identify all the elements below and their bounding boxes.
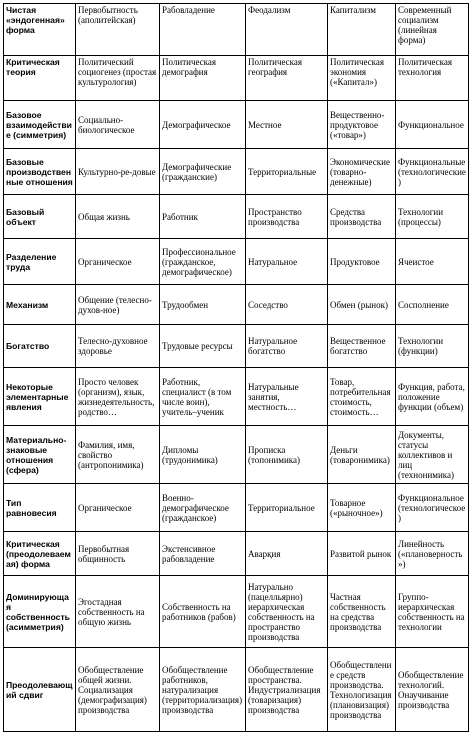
table-cell: Политическая экономия («Капитал») (328, 56, 396, 101)
header-cell: Феодализм (246, 4, 328, 56)
table-cell: Территориальное (246, 484, 328, 532)
table-cell: Ячеистое (396, 239, 469, 285)
table-cell: Собственность на работников (рабов) (160, 576, 246, 648)
table-cell: Обмен (рынок) (328, 285, 396, 325)
table-cell: Обобществление средств производства. Технологизация (плановизация) производства (328, 648, 396, 732)
table-cell: Технологии (процессы) (396, 195, 469, 239)
table-cell: Частная собственность на средства производства (328, 576, 396, 648)
table-cell: Общая жизнь (76, 195, 160, 239)
table-cell: Работник, специалист (в том числе воин), учитель–ученик (160, 368, 246, 426)
table-cell: Первобытная общинность (76, 532, 160, 576)
table-cell: Функция, работа, положение функции (объем) (396, 368, 469, 426)
table-row (4, 239, 469, 285)
table-row (4, 285, 469, 325)
header-cell: Чистая «эндогенная» форма (4, 4, 76, 56)
row-label: Доминирующая собственность (асимметрия) (4, 576, 76, 648)
table-cell: Группо-иерархическая собственность на технологии (396, 576, 469, 648)
row-label: Богатство (4, 325, 76, 368)
row-label: Разделение труда (4, 239, 76, 285)
table-cell: Экстенсивное рабовладение (160, 532, 246, 576)
table-cell: Аварқия (246, 532, 328, 576)
row-label: Критическая (преодолеваемая) форма (4, 532, 76, 576)
table-cell: Линейность («плановерность») (396, 532, 469, 576)
table-cell: Натуральное богатство (246, 325, 328, 368)
table-cell: Функциональное (396, 101, 469, 149)
table-cell: Территориальные (246, 149, 328, 195)
row-label: Механизм (4, 285, 76, 325)
table-cell: Профессиональное (гражданское, демографическое) (160, 239, 246, 285)
row-label: Некоторые элементарные явления (4, 368, 76, 426)
row-label: Преодолевающий сдвиг (4, 648, 76, 732)
row-label: Критическая теория (4, 56, 76, 101)
table-cell: Трудовые ресурсы (160, 325, 246, 368)
table-cell: Натурально (пацелльярно) иерархическая собственность на пространство производства (246, 576, 328, 648)
row-label: Материально-знаковые отношения (сфера) (4, 426, 76, 484)
table-cell: Эгостадная собственность на общую жизнь (76, 576, 160, 648)
table-cell: Вещественно-продуктовое («товар») (328, 101, 396, 149)
table-cell: Дипломы (трудонимика) (160, 426, 246, 484)
comparison-table (3, 3, 469, 732)
table-cell: Обобществление общей жизни. Социализация (демографизация) производства (76, 648, 160, 732)
table-cell: Деньги (товаронимика) (328, 426, 396, 484)
table-cell: Натуральное (246, 239, 328, 285)
table-cell: Развитой рынок (328, 532, 396, 576)
table-row (4, 368, 469, 426)
table-row (4, 101, 469, 149)
table-cell: Документы, статусы коллективов и лиц (технонимика) (396, 426, 469, 484)
table-cell: Обобществление работников, натурализация (территориализация) производства (160, 648, 246, 732)
table-cell: Демографическое (160, 101, 246, 149)
table-cell: Политический социогенез (простая культурология) (76, 56, 160, 101)
table-cell: Товарное («рыночное») (328, 484, 396, 532)
table-cell: Политическая демография (160, 56, 246, 101)
table-cell: Органическое (76, 484, 160, 532)
table-cell: Экономические (товарно-денежные) (328, 149, 396, 195)
table-cell: Технологии (функции) (396, 325, 469, 368)
table-cell: Политическая технология (396, 56, 469, 101)
header-cell: Первобытность (аполитейская) (76, 4, 160, 56)
table-row (4, 532, 469, 576)
table-cell: Культурно-ре-довые (76, 149, 160, 195)
table-cell: Вещественное богатство (328, 325, 396, 368)
table-row (4, 325, 469, 368)
table-row (4, 56, 469, 101)
table-cell: Фамилия, имя, свойство (антропонимика) (76, 426, 160, 484)
table-cell: Товар, потребительная стоимость, стоимость… (328, 368, 396, 426)
table-row (4, 149, 469, 195)
table-cell: Прописка (топонимика) (246, 426, 328, 484)
table-cell: Местное (246, 101, 328, 149)
table-cell: Пространство производства (246, 195, 328, 239)
row-label: Базовые производственные отношения (4, 149, 76, 195)
table-cell: Общение (телесно-духов-ное) (76, 285, 160, 325)
table-cell: Функциональное (технологическое) (396, 484, 469, 532)
table-cell: Просто человек (организм), язык, жизнедеятельность, родство… (76, 368, 160, 426)
header-cell: Современный социализм (линейная форма) (396, 4, 469, 56)
table-cell: Политическая география (246, 56, 328, 101)
row-label: Базовое взаимодействие (симметрия) (4, 101, 76, 149)
table-row (4, 576, 469, 648)
table-cell: Соседство (246, 285, 328, 325)
table-cell: Натуральные занятия, местность… (246, 368, 328, 426)
table-cell: Обобществление технологий. Онаучивание производства (396, 648, 469, 732)
table-cell: Работник (160, 195, 246, 239)
row-label: Тип равновесия (4, 484, 76, 532)
table-row (4, 195, 469, 239)
row-label: Базовый объект (4, 195, 76, 239)
table-cell: Социально-биологическое (76, 101, 160, 149)
table-cell: Военно-демографическое (гражданское) (160, 484, 246, 532)
table-cell: Телесно-духовное здоровье (76, 325, 160, 368)
table-cell: Средства производства (328, 195, 396, 239)
header-cell: Рабовладение (160, 4, 246, 56)
table-cell: Обобществление пространства. Индустриализация (товаризация) производства (246, 648, 328, 732)
table-cell: Функциональные (технологические) (396, 149, 469, 195)
table-cell: Продуктовое (328, 239, 396, 285)
header-cell: Капитализм (328, 4, 396, 56)
table-row (4, 648, 469, 732)
table-cell: Трудообмен (160, 285, 246, 325)
table-header-row (4, 4, 469, 56)
table-cell: Демографические (гражданские) (160, 149, 246, 195)
table-cell: Органическое (76, 239, 160, 285)
table-row (4, 484, 469, 532)
table-row (4, 426, 469, 484)
table-cell: Сосполнение (396, 285, 469, 325)
